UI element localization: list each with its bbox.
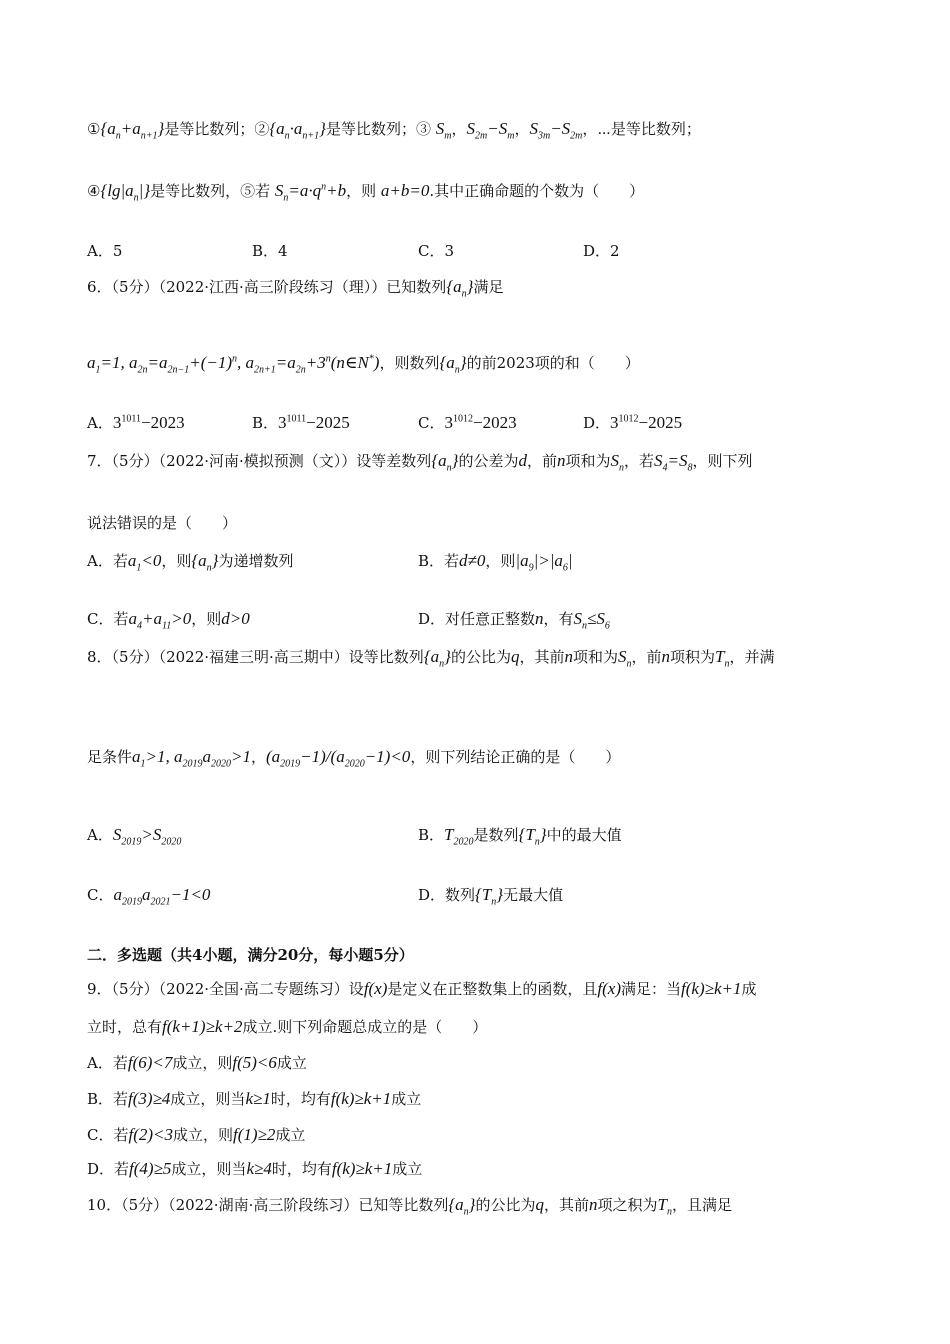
q9-stem: 9．（5分）（2022·全国·高二专题练习）设f(x)是定义在正整数集上的函数，且f(x)满足：当f(k)≥k+1成: [87, 979, 757, 998]
q7-option-c[interactable]: C．若$a_4+a_{11}>0$，则d>0: [87, 609, 250, 632]
q6-option-c[interactable]: C．$3^{1012}-2023$: [418, 413, 517, 432]
q5-option-d[interactable]: D．2: [583, 242, 620, 260]
q7-option-d[interactable]: D．对任意正整数n，有$S_n\le S_6$: [418, 609, 610, 632]
q8-option-b[interactable]: B．$T_{2020}$是数列$\{T_n\}$中的最大值: [418, 825, 622, 848]
q7-option-a[interactable]: A．若$a_1<0$，则$\{a_n\}$为递增数列: [87, 551, 294, 574]
q7-option-b[interactable]: B．若d≠0，则$|a_9|>|a_6|$: [418, 551, 573, 574]
q9-option-c[interactable]: C．若f(2)<3成立，则f(1)≥2成立: [87, 1125, 306, 1144]
q8-option-d[interactable]: D．数列$\{T_n\}$无最大值: [418, 885, 564, 908]
q6-stem: 6．（5分）（2022·江西·高三阶段练习（理））已知数列$\{a_n\}$满足: [87, 277, 504, 300]
q5-option-b[interactable]: B．4: [252, 242, 288, 260]
q7-stem: 7．（5分）（2022·河南·模拟预测（文））设等差数列$\{a_n\}$的公差为d，前n项和为$S_n$，若$S_4=S_8$，则下列: [87, 451, 753, 474]
q8-stem: 8．（5分）（2022·福建三明·高三期中）设等比数列$\{a_n\}$的公比为q，其前n项和为$S_n$，前n项积为$T_n$，并满: [87, 647, 775, 670]
q5-line1: $①\{a_n+a_{n+1}\}$是等比数列；$②\{a_n\cdot a_{n+1}\}$是等比数列；③ $S_m$，$S_{2m}-S_m$，$S_{3m}-S_{2m}$，⋯是等比数列；: [87, 119, 701, 142]
q8-stem2: 足条件$a_1>1$, $a_{2019}a_{2020}>1$，$(a_{2019}-1)/(a_{2020}-1)<0$，则下列结论正确的是（ ）: [87, 747, 621, 770]
q6-option-a[interactable]: A．$3^{1011}-2023$: [87, 413, 185, 432]
q10-stem: 10．（5分）（2022·湖南·高三阶段练习）已知等比数列$\{a_n\}$的公比为q，其前n项之积为$T_n$，且满足: [87, 1195, 732, 1218]
q8-option-a[interactable]: A．$S_{2019}>S_{2020}$: [87, 825, 182, 848]
q8-option-c[interactable]: C．$a_{2019}a_{2021}-1<0$: [87, 885, 211, 908]
q9-option-d[interactable]: D．若f(4)≥5成立，则当k≥4时，均有f(k)≥k+1成立: [87, 1159, 423, 1178]
section-heading: 二．多选题（共4小题，满分20分，每小题5分）: [87, 946, 414, 964]
q9-stem2: 立时，总有f(k+1)≥k+2成立.则下列命题总成立的是（ ）: [87, 1017, 488, 1036]
q5-option-c[interactable]: C．3: [418, 242, 455, 260]
q7-stem2: 说法错误的是（ ）: [87, 514, 238, 532]
q5-line2: $④\{\lg|a_n|\}$是等比数列，⑤若 $S_n=a\cdot q^n+b$，则 a+b=0.其中正确命题的个数为（ ）: [87, 181, 645, 204]
q6-option-d[interactable]: D．$3^{1012}-2025$: [583, 413, 683, 432]
q9-option-a[interactable]: A．若f(6)<7成立，则f(5)<6成立: [87, 1053, 307, 1072]
q9-option-b[interactable]: B．若f(3)≥4成立，则当k≥1时，均有f(k)≥k+1成立: [87, 1089, 422, 1108]
q6-option-b[interactable]: B．$3^{1011}-2025$: [252, 413, 350, 432]
q6-formula: $a_1=1$, $a_{2n}=a_{2n-1}+(-1)^n$, $a_{2n+1}=a_{2n}+3^n(n\in N^*)$，则数列$\{a_n\}$的前2023项的和（ ）: [87, 353, 640, 376]
q5-option-a[interactable]: A．5: [87, 242, 123, 260]
